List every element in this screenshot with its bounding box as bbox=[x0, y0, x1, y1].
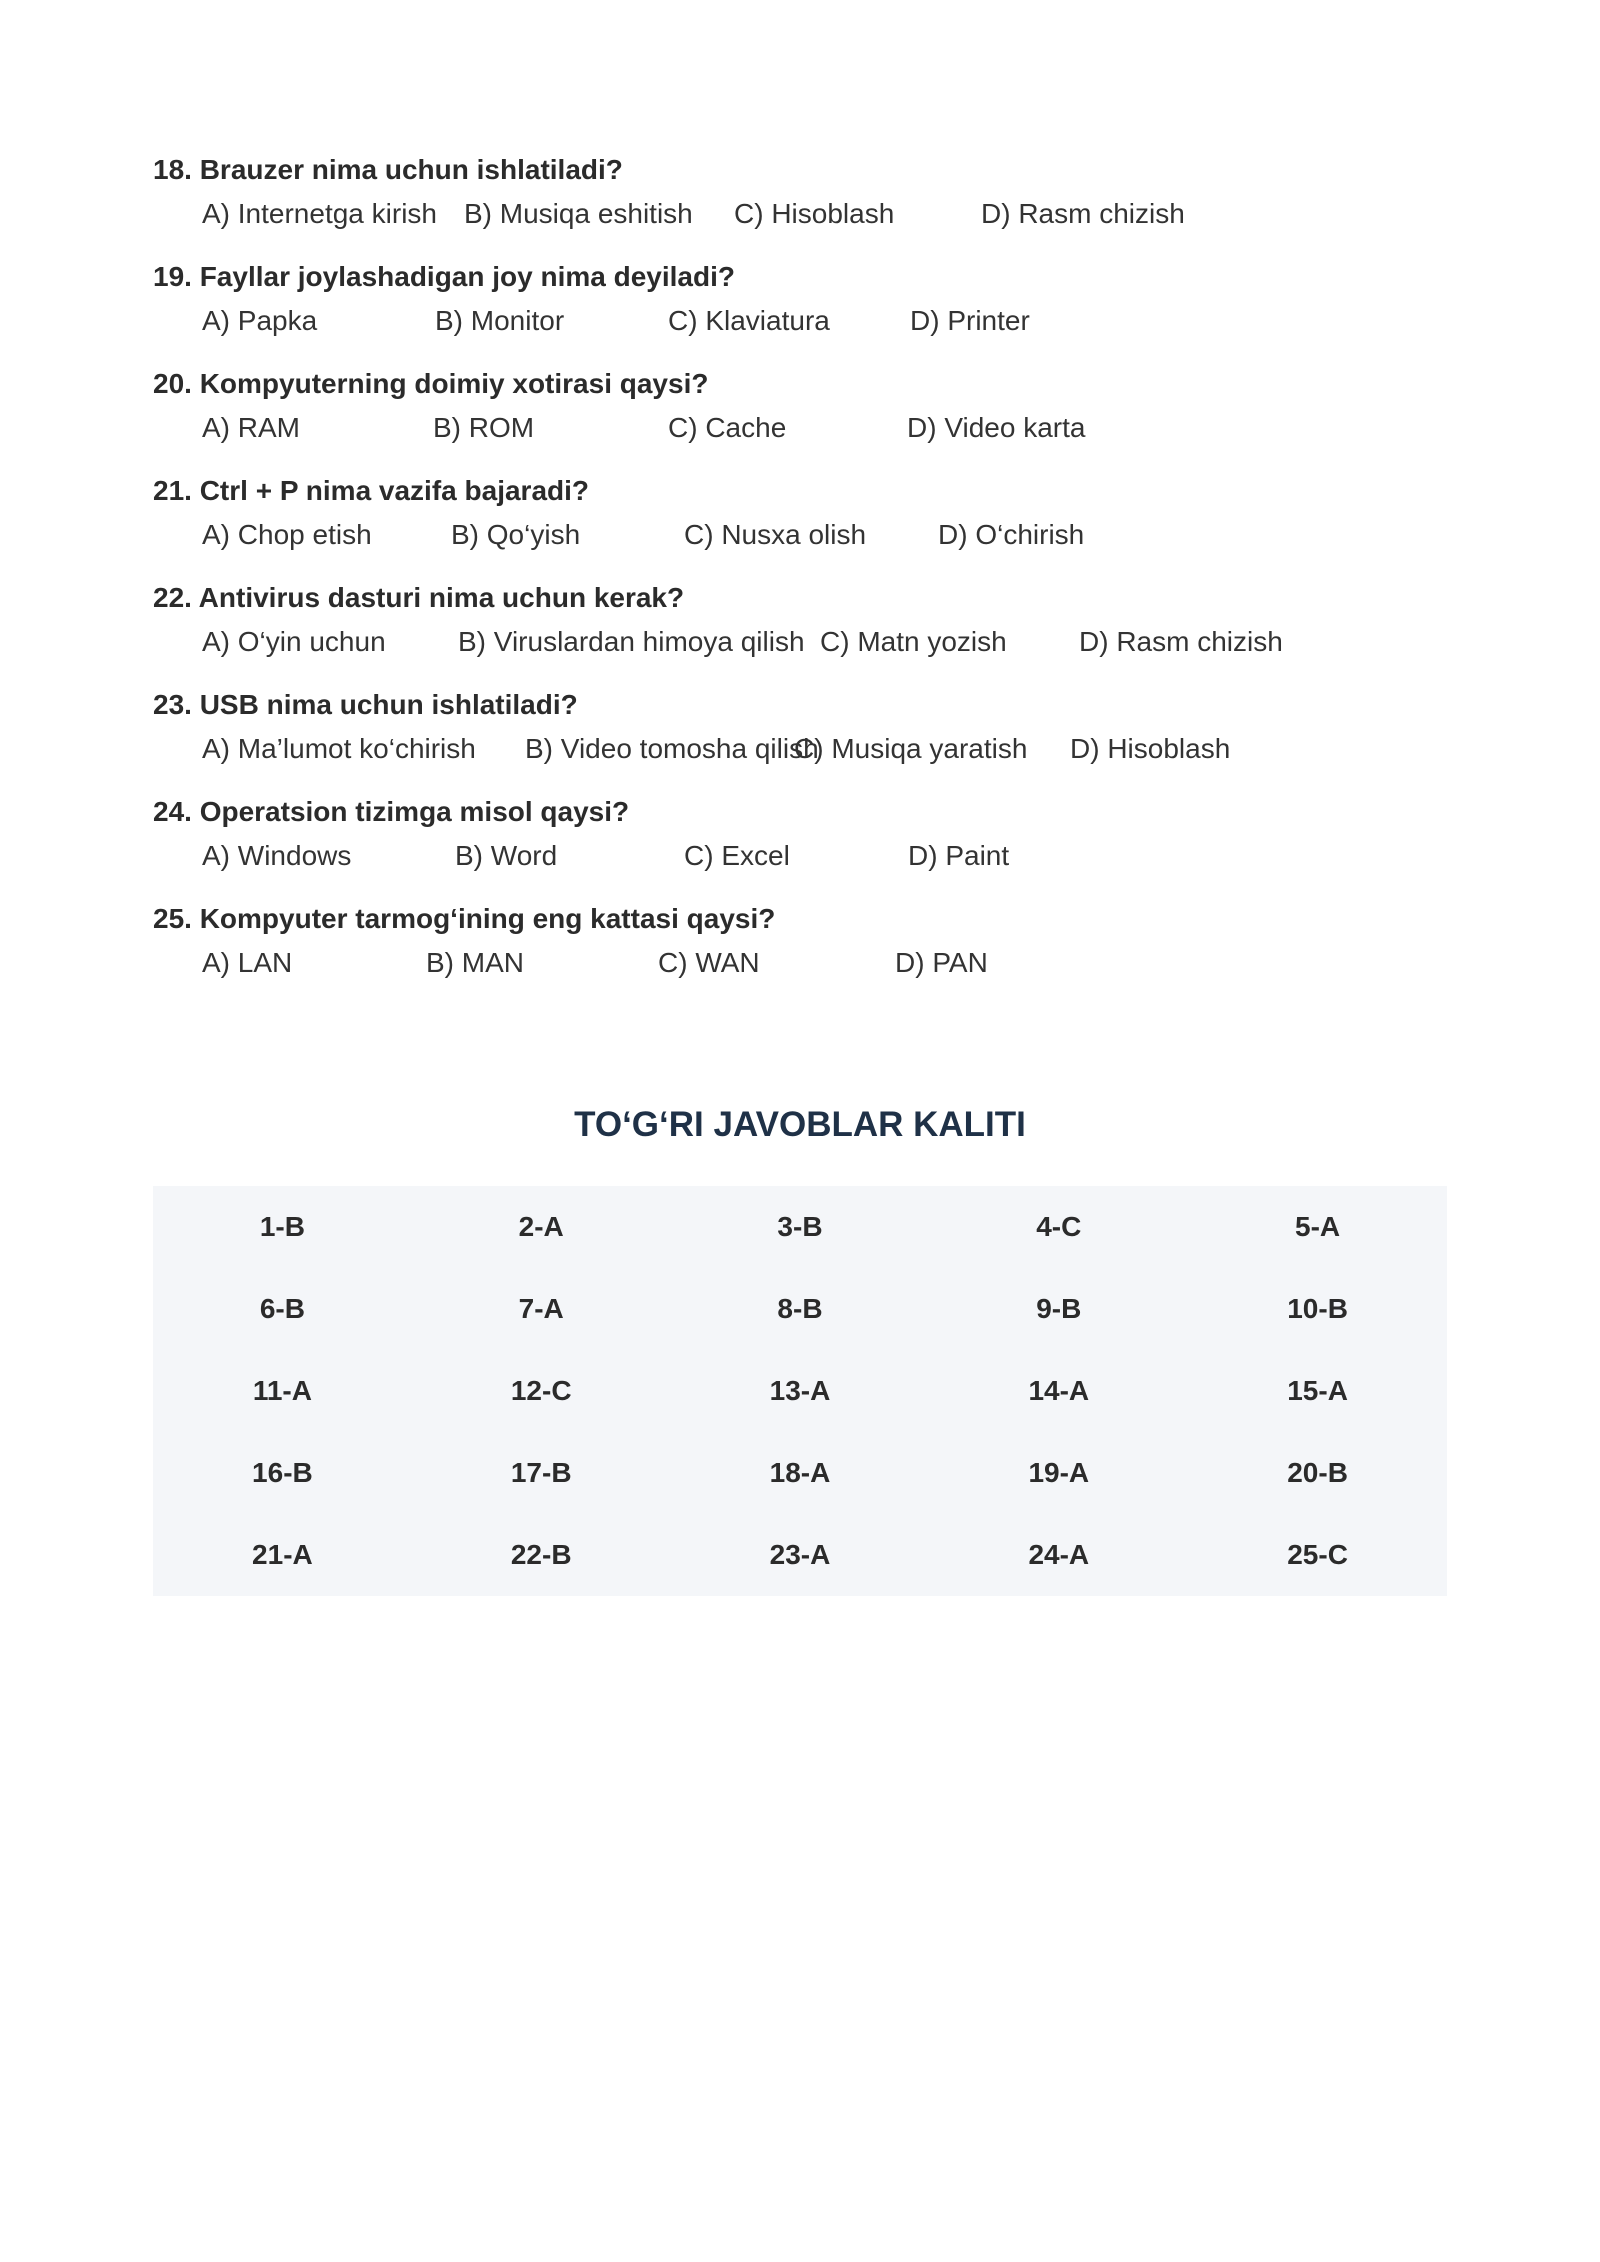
question-list bbox=[153, 148, 1453, 1004]
option-c: C) Cache bbox=[668, 412, 787, 443]
option-a: A) Ma’lumot ko‘chirish bbox=[202, 733, 476, 764]
answer-key-cell: 6-B bbox=[259, 1293, 305, 1324]
answer-key-cell: 5-A bbox=[1295, 1211, 1341, 1242]
option-b: B) Viruslardan himoya qilish bbox=[458, 626, 805, 657]
answer-key-cell: 14-A bbox=[1028, 1375, 1090, 1406]
answer-key-cell: 17-B bbox=[510, 1457, 572, 1488]
question-options bbox=[202, 192, 1453, 236]
question-options bbox=[202, 941, 1453, 985]
option-d: D) Hisoblash bbox=[1070, 733, 1231, 764]
option-b: B) ROM bbox=[433, 412, 535, 443]
answer-key-cell: 1-B bbox=[259, 1211, 305, 1242]
answer-key-cell: 15-A bbox=[1287, 1375, 1348, 1406]
question-25 bbox=[153, 897, 1453, 1004]
question-title: 25. Kompyuter tarmog‘ining eng kattasi qaysi? bbox=[153, 903, 776, 934]
option-d: D) Rasm chizish bbox=[981, 198, 1185, 229]
question-20 bbox=[153, 362, 1453, 469]
option-b: B) Monitor bbox=[435, 305, 565, 336]
answer-key-cell: 2-A bbox=[518, 1211, 564, 1242]
option-b: B) Video tomosha qilish bbox=[525, 733, 819, 764]
question-options bbox=[202, 406, 1453, 450]
option-b: B) MAN bbox=[426, 947, 524, 978]
option-d: D) O‘chirish bbox=[938, 519, 1085, 550]
option-d: D) Rasm chizish bbox=[1079, 626, 1283, 657]
option-d: D) Paint bbox=[908, 840, 1010, 871]
option-b: B) Musiqa eshitish bbox=[464, 198, 693, 229]
answer-key-cell: 11-A bbox=[252, 1375, 312, 1406]
answer-key-cell: 12-C bbox=[510, 1375, 572, 1406]
option-c: C) Musiqa yaratish bbox=[794, 733, 1028, 764]
answer-key-cell: 25-C bbox=[1287, 1539, 1348, 1570]
option-a: A) Papka bbox=[202, 305, 318, 336]
option-d: D) Video karta bbox=[907, 412, 1086, 443]
answer-key-cell: 20-B bbox=[1287, 1457, 1348, 1488]
question-options bbox=[202, 513, 1453, 557]
answer-key-cell: 22-B bbox=[510, 1539, 572, 1570]
question-21 bbox=[153, 469, 1453, 576]
question-title: 24. Operatsion tizimga misol qaysi? bbox=[153, 796, 630, 827]
answer-key-cell: 23-A bbox=[769, 1539, 831, 1570]
option-b: B) Qo‘yish bbox=[451, 519, 581, 550]
option-a: A) LAN bbox=[202, 947, 293, 978]
answer-key-cell: 13-A bbox=[769, 1375, 831, 1406]
option-c: C) Excel bbox=[684, 840, 790, 871]
answer-key-cell: 3-B bbox=[777, 1211, 823, 1242]
question-options bbox=[202, 299, 1453, 343]
option-a: A) O‘yin uchun bbox=[202, 626, 386, 657]
answer-key-title: TO‘G‘RI JAVOBLAR KALITI bbox=[574, 1105, 1026, 1144]
question-title: 22. Antivirus dasturi nima uchun kerak? bbox=[153, 582, 685, 613]
question-23 bbox=[153, 683, 1453, 790]
option-c: C) Hisoblash bbox=[734, 198, 895, 229]
question-title: 23. USB nima uchun ishlatiladi? bbox=[153, 689, 578, 720]
option-c: C) WAN bbox=[658, 947, 760, 978]
question-options bbox=[202, 620, 1453, 664]
question-18 bbox=[153, 148, 1453, 255]
option-a: A) Chop etish bbox=[202, 519, 372, 550]
question-19 bbox=[153, 255, 1453, 362]
option-a: A) RAM bbox=[202, 412, 300, 443]
answer-key-cell: 8-B bbox=[777, 1293, 823, 1324]
question-title: 18. Brauzer nima uchun ishlatiladi? bbox=[153, 154, 623, 185]
question-title: 19. Fayllar joylashadigan joy nima deyiladi? bbox=[153, 261, 735, 292]
answer-key-cell: 19-A bbox=[1028, 1457, 1090, 1488]
option-d: D) Printer bbox=[910, 305, 1030, 336]
option-a: A) Windows bbox=[202, 840, 352, 871]
question-22 bbox=[153, 576, 1453, 683]
answer-key-cell: 16-B bbox=[252, 1457, 313, 1488]
answer-key-cell: 9-B bbox=[1036, 1293, 1082, 1324]
option-b: B) Word bbox=[455, 840, 558, 871]
option-c: C) Matn yozish bbox=[820, 626, 1007, 657]
question-title: 20. Kompyuterning doimiy xotirasi qaysi? bbox=[153, 368, 709, 399]
answer-key-cell: 4-C bbox=[1036, 1211, 1082, 1242]
question-title: 21. Ctrl + P nima vazifa bajaradi? bbox=[153, 475, 589, 506]
answer-key-cell: 24-A bbox=[1028, 1539, 1090, 1570]
answer-key-cell: 21-A bbox=[252, 1539, 313, 1570]
option-c: C) Nusxa olish bbox=[684, 519, 867, 550]
option-c: C) Klaviatura bbox=[668, 305, 830, 336]
answer-key-cell: 10-B bbox=[1287, 1293, 1348, 1324]
answer-key-table bbox=[153, 1186, 1447, 1596]
question-24 bbox=[153, 790, 1453, 897]
question-options bbox=[202, 834, 1453, 878]
question-options bbox=[202, 727, 1453, 771]
option-d: D) PAN bbox=[895, 947, 988, 978]
option-a: A) Internetga kirish bbox=[202, 198, 437, 229]
answer-key-cell: 18-A bbox=[769, 1457, 831, 1488]
answer-key-cell: 7-A bbox=[518, 1293, 564, 1324]
